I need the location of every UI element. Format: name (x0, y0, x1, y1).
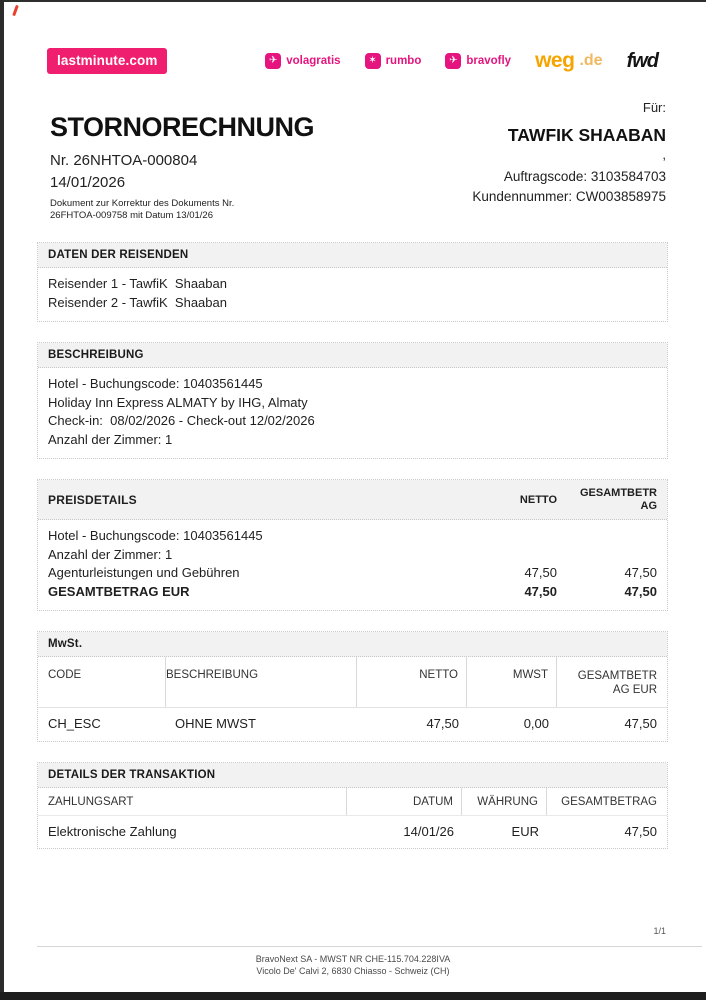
section-description-title: BESCHREIBUNG (38, 343, 667, 368)
description-row: Hotel - Buchungscode: 10403561445 (48, 376, 263, 391)
price-row-netto (467, 546, 557, 565)
weg-de-suffix: .de (579, 52, 603, 69)
footer-company-info (0, 953, 706, 977)
transaction-row-total: 47,50 (624, 824, 657, 839)
volagratis-logo (265, 53, 340, 69)
transaction-column-headers (38, 788, 667, 816)
section-travelers (37, 242, 668, 322)
recipient-comma: , (662, 147, 666, 162)
vat-row (38, 708, 667, 741)
footer-divider (37, 946, 702, 947)
vat-col-total-label: GESAMTBETRAG EUR (577, 670, 657, 696)
price-row-netto (467, 527, 557, 546)
document-date: 14/01/2026 (50, 174, 126, 191)
bravofly-icon: ✈ (445, 53, 461, 69)
transaction-col-date: DATUM (347, 788, 462, 815)
page-edge-left (0, 0, 4, 1000)
vat-col-code: CODE (48, 657, 166, 707)
price-row-label: Anzahl der Zimmer: 1 (48, 546, 173, 562)
rumbo-icon: ✶ (365, 53, 381, 69)
recipient-for-label: Für: (642, 100, 666, 115)
price-row-label: Hotel - Buchungscode: 10403561445 (48, 528, 263, 543)
weg-de-main: weg (535, 49, 575, 72)
document-number: Nr. 26NHTOA-000804 (50, 152, 198, 169)
description-row: Check-in: 08/02/2026 - Check-out 12/02/2026 (48, 413, 315, 428)
transaction-col-total: GESAMTBETRAG (561, 796, 657, 808)
section-travelers-body (38, 268, 667, 321)
bravofly-logo (445, 53, 511, 69)
transaction-col-payment: ZAHLUNGSART (48, 788, 347, 815)
price-row-grand-total (48, 583, 657, 602)
section-description (37, 342, 668, 459)
section-travelers-title: DATEN DER REISENDEN (38, 243, 667, 268)
section-vat (37, 631, 668, 742)
transaction-row (38, 816, 667, 848)
partner-logos (265, 49, 658, 73)
section-description-body (38, 368, 667, 458)
section-transaction (37, 762, 668, 849)
weg-de-logo (535, 49, 602, 73)
price-col-total-label: GESAMTBETRAG (580, 486, 657, 512)
vat-row-total: 47,50 (624, 716, 657, 731)
price-details-title: PREISDETAILS (48, 492, 137, 507)
price-details-body (38, 520, 667, 610)
section-price-details (37, 479, 668, 611)
description-row: Holiday Inn Express ALMATY by IHG, Almaty (48, 394, 308, 410)
fwd-logo (627, 50, 658, 73)
transaction-row-currency: EUR (511, 824, 539, 839)
price-col-netto: NETTO (519, 493, 557, 506)
fwd-red-accent (12, 5, 19, 16)
vat-col-total (557, 657, 657, 707)
traveler-row: Reisender 2 - TawfiK Shaaban (48, 294, 227, 310)
price-row-netto: 47,50 (524, 583, 557, 599)
vat-col-description: BESCHREIBUNG (166, 657, 357, 707)
price-col-total (557, 487, 657, 513)
vat-row-description: OHNE MWST (175, 716, 256, 731)
customer-number: Kundennummer: CW003858975 (472, 189, 666, 204)
correction-note (50, 198, 314, 222)
price-row-label: Agenturleistungen und Gebühren (48, 565, 240, 580)
price-row-total (557, 527, 657, 546)
price-row (48, 564, 657, 583)
footer-company-line1: BravoNext SA - MWST NR CHE-115.704.228IVA (255, 954, 451, 964)
price-row (48, 546, 657, 565)
volagratis-label: volagratis (286, 55, 341, 67)
transaction-title: DETAILS DER TRANSAKTION (38, 763, 667, 788)
recipient-name: TAWFIK SHAABAN (507, 125, 666, 145)
price-row-netto: 47,50 (524, 565, 557, 580)
vat-row-code: CH_ESC (48, 716, 101, 731)
document-title: STORNORECHNUNG (50, 112, 315, 142)
order-code: Auftragscode: 3103584703 (503, 169, 666, 184)
rumbo-logo (365, 53, 422, 69)
price-row (48, 527, 657, 546)
price-row-label: GESAMTBETRAG EUR (48, 583, 190, 599)
vat-row-mwst: 0,00 (523, 716, 549, 731)
price-row-total: 47,50 (624, 583, 657, 599)
volagratis-icon: ✈ (265, 53, 281, 69)
traveler-row: Reisender 1 - TawfiK Shaaban (48, 276, 227, 291)
footer-company-line2: Vicolo De' Calvi 2, 6830 Chiasso - Schweiz (CH) (256, 966, 450, 976)
vat-column-headers (38, 657, 667, 708)
page-edge-top (0, 0, 706, 2)
price-row-total: 47,50 (624, 565, 657, 580)
description-row: Anzahl der Zimmer: 1 (48, 431, 173, 447)
fwd-wordmark: fwd (626, 49, 658, 72)
correction-note-line2: 26FHTOA-009758 mit Datum 13/01/26 (50, 210, 213, 221)
page-indicator: 1/1 (653, 926, 666, 936)
transaction-col-currency: WÄHRUNG (462, 788, 547, 815)
document-header (37, 100, 668, 222)
price-details-header (38, 480, 667, 520)
transaction-row-date: 14/01/26 (403, 824, 454, 839)
document-header-right (472, 100, 666, 222)
vat-title: MwSt. (38, 632, 667, 657)
price-row-total (557, 546, 657, 565)
vat-row-netto: 47,50 (426, 716, 459, 731)
transaction-row-payment: Elektronische Zahlung (48, 824, 177, 839)
correction-note-line1: Dokument zur Korrektur des Dokuments Nr. (50, 198, 235, 209)
bravofly-label: bravofly (466, 55, 512, 67)
page-edge-bottom (0, 992, 706, 1000)
vat-col-netto: NETTO (357, 657, 467, 707)
vat-col-mwst: MWST (467, 657, 557, 707)
brand-bar (37, 48, 668, 74)
rumbo-label: rumbo (385, 55, 422, 67)
lastminute-logo: lastminute.com (47, 48, 167, 74)
document-header-left (50, 100, 314, 222)
